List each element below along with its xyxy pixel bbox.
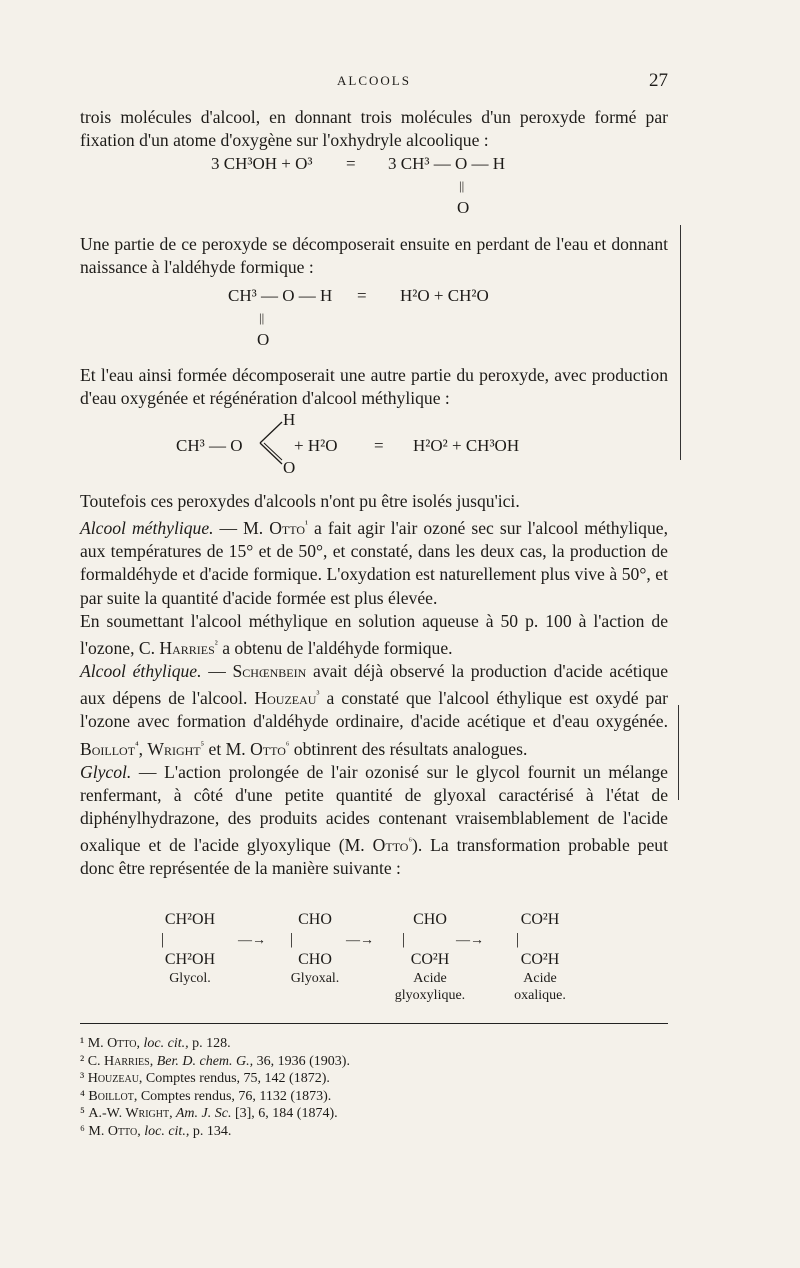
eq1-equals: =: [346, 154, 356, 173]
scheme-label: Acide: [523, 971, 557, 986]
scheme-bottom-formula: CHO: [298, 951, 332, 968]
scheme-label: oxalique.: [514, 988, 566, 1003]
eq3-equals: =: [374, 436, 384, 455]
margin-mark: [680, 225, 681, 460]
scheme-bottom-formula: CO²H: [410, 951, 450, 968]
text-run: a constaté que l'alcool éthylique est oxydé par l'ozone avec formation d'aldéhyde ordinaire, d'acide acétique et d'eau oxygénée.: [80, 688, 668, 732]
footnote-ref: ³: [316, 689, 320, 701]
footnote-detail: Comptes rendus, 75, 142 (1872).: [142, 1071, 330, 1086]
footnote-author: M. Otto,: [87, 1036, 141, 1051]
scheme-bottom-formula: CH²OH: [164, 951, 216, 968]
text-run: — L'action prolongée de l'air ozonisé sur le glycol fournit un mélange renfermant, à côté d'une petite quantité de glyoxal caractérisé à l'état de diphénylhydrazone, des produits acides contenant vraisemblablement de l'acide oxalique et de l'acide glyoxylique (M.: [80, 761, 668, 856]
eq2-double-bond: ||: [259, 310, 265, 325]
section-title-ethylique: Alcool éthylique.: [80, 661, 202, 682]
author-name: Schœnbein: [232, 661, 307, 682]
margin-mark: [678, 705, 679, 800]
eq3-oxygen: O: [283, 458, 296, 477]
footnote-number: ⁵: [80, 1106, 85, 1121]
footnote-source: loc. cit.,: [140, 1036, 189, 1051]
footnote-number: ²: [80, 1053, 85, 1069]
eq3-hydrogen: H: [283, 410, 296, 429]
text-run: obtinrent des résultats analogues.: [289, 738, 528, 759]
footnote-number: ¹: [80, 1036, 85, 1051]
paragraph-text: Une partie de ce peroxyde se décomposerait ensuite en perdant de l'eau et donnant naissance à l'aldéhyde formique :: [80, 234, 668, 278]
scheme-label: glyoxylique.: [394, 988, 466, 1003]
section-title-glycol: Glycol.: [80, 761, 132, 782]
footnote-4: [80, 1088, 350, 1106]
footnote-author: C. Harries,: [87, 1053, 154, 1069]
paragraph-methylique: [80, 513, 668, 610]
running-head: ALCOOLS: [337, 73, 411, 88]
author-name: Houzeau: [254, 688, 317, 709]
text-run: ,: [138, 738, 148, 759]
scheme-oxalique: [500, 910, 580, 1004]
footnote-source: Ber. D. chem. G.,: [153, 1053, 254, 1069]
footnote-detail: 36, 1936 (1903).: [253, 1053, 350, 1069]
footnote-number: ⁶: [80, 1123, 85, 1139]
scheme-top-formula: CO²H: [520, 911, 560, 928]
footnote-number: ⁴: [80, 1088, 85, 1104]
footnote-author: M. Otto,: [88, 1123, 141, 1139]
eq2-equals: =: [357, 286, 367, 305]
text-run: avait déjà observé la production d'acide acétique aux dépens de l'alcool.: [80, 661, 669, 709]
scheme-bottom-formula: CO²H: [520, 951, 560, 968]
footnote-1: [80, 1035, 350, 1053]
footnote-ref: ²: [214, 639, 218, 651]
footnote-author: A.-W. Wright,: [88, 1106, 173, 1121]
footnote-3: [80, 1070, 350, 1088]
scheme-glycol: [155, 910, 225, 987]
scheme-label: Glycol.: [169, 971, 211, 986]
footnote-detail: [3], 6, 184 (1874).: [231, 1106, 338, 1121]
author-name: Harries: [159, 637, 215, 658]
footnote-author: Houzeau,: [87, 1071, 143, 1086]
section-title-methylique: Alcool méthylique.: [80, 518, 214, 539]
text-run: a obtenu de l'aldéhyde formique.: [217, 637, 453, 658]
arrow-icon: —→: [346, 933, 374, 948]
paragraph-decomposition: [80, 233, 668, 279]
eq2-left: CH³ — O — H: [228, 286, 333, 305]
footnote-ref: ⁶: [408, 836, 412, 848]
footnote-source: Am. J. Sc.: [172, 1106, 232, 1121]
eq1-left: 3 CH³OH + O³: [211, 154, 313, 173]
footnotes: [80, 1035, 350, 1140]
arrow-icon: —→: [456, 933, 484, 948]
scheme-bond: |: [402, 931, 406, 948]
footnote-detail: p. 128.: [188, 1036, 231, 1051]
scheme-label: Glyoxal.: [290, 971, 340, 986]
text-run: a fait agir l'air ozoné sec sur l'alcool méthylique, aux températures de 15° et de 50°, et constaté, dans les deux cas, la production de formaldéhyde et d'acide formique. L'oxydation est naturellement plus vive à 50°, et par suite la quantité d'acide formée est plus élevée.: [80, 518, 668, 608]
author-name: Otto: [372, 835, 409, 856]
footnote-5: [80, 1105, 350, 1123]
text-run: En soumettant l'alcool méthylique en solution aqueuse à 50 p. 100 à l'action de l'ozone, C.: [80, 610, 668, 658]
paragraph-ethylique: [80, 660, 668, 761]
footnote-author: Boillot,: [88, 1088, 138, 1104]
author-name: Otto: [250, 738, 286, 759]
text-run: —: [201, 661, 233, 682]
paragraph-soumettant: [80, 610, 668, 660]
scheme-bond: |: [161, 931, 165, 948]
footnote-ref: ⁴: [135, 739, 139, 751]
scheme-label: Acide: [413, 971, 447, 986]
eq3-plus-water: + H²O: [294, 436, 338, 455]
paragraph-body: [80, 490, 668, 881]
footnote-6: [80, 1123, 350, 1141]
scheme-top-formula: CHO: [298, 911, 332, 928]
scheme-top-formula: CH²OH: [164, 911, 216, 928]
eq2-right: H²O + CH²O: [400, 286, 489, 305]
scheme-top-formula: CHO: [413, 911, 447, 928]
paragraph-intro: [80, 106, 668, 152]
footnote-detail: p. 134.: [189, 1123, 232, 1139]
eq3-left: CH³ — O: [176, 436, 243, 455]
footnote-number: ³: [80, 1071, 85, 1086]
arrow-icon: —→: [238, 933, 266, 948]
footnote-ref: ⁶: [285, 739, 290, 751]
scheme-glyoxylique: [390, 910, 470, 1004]
eq1-right: 3 CH³ — O — H: [388, 154, 506, 173]
eq1-double-bond: ||: [459, 178, 465, 193]
text-run: — M.: [213, 518, 270, 539]
footnote-source: loc. cit.,: [140, 1123, 190, 1139]
footnote-rule: [80, 1023, 668, 1024]
text-run: et M.: [204, 738, 251, 759]
eq2-oxygen: O: [257, 330, 270, 349]
eq3-right: H²O² + CH³OH: [413, 436, 520, 455]
author-name: Otto: [269, 518, 306, 539]
footnote-ref: ⁵: [200, 739, 205, 751]
paragraph-text: Et l'eau ainsi formée décomposerait une autre partie du peroxyde, avec production d'eau oxygénée et régénération d'alcool méthylique :: [80, 365, 668, 409]
text-run: ). La transformation probable peut donc être représentée de la manière suivante :: [80, 835, 668, 879]
scheme-bond: |: [290, 931, 294, 948]
paragraph-glycol: [80, 761, 668, 881]
page-number: 27: [649, 70, 668, 91]
eq1-oxygen: O: [457, 198, 470, 217]
footnote-ref: ¹: [305, 519, 309, 531]
scheme-glyoxal: [280, 910, 350, 987]
paragraph-text: trois molécules d'alcool, en donnant trois molécules d'un peroxyde formé par fixation d'un atome d'oxygène sur l'oxhydryle alcoolique :: [80, 107, 668, 151]
page-header: [80, 70, 668, 92]
paragraph-water: [80, 364, 668, 410]
footnote-2: [80, 1053, 350, 1071]
paragraph-peroxydes: Toutefois ces peroxydes d'alcools n'ont pu être isolés jusqu'ici.: [80, 491, 520, 511]
author-name: Boillot: [80, 738, 136, 759]
scheme-bond: |: [516, 931, 520, 948]
author-name: Wright: [147, 738, 201, 759]
footnote-detail: Comptes rendus, 76, 1132 (1873).: [137, 1088, 332, 1104]
